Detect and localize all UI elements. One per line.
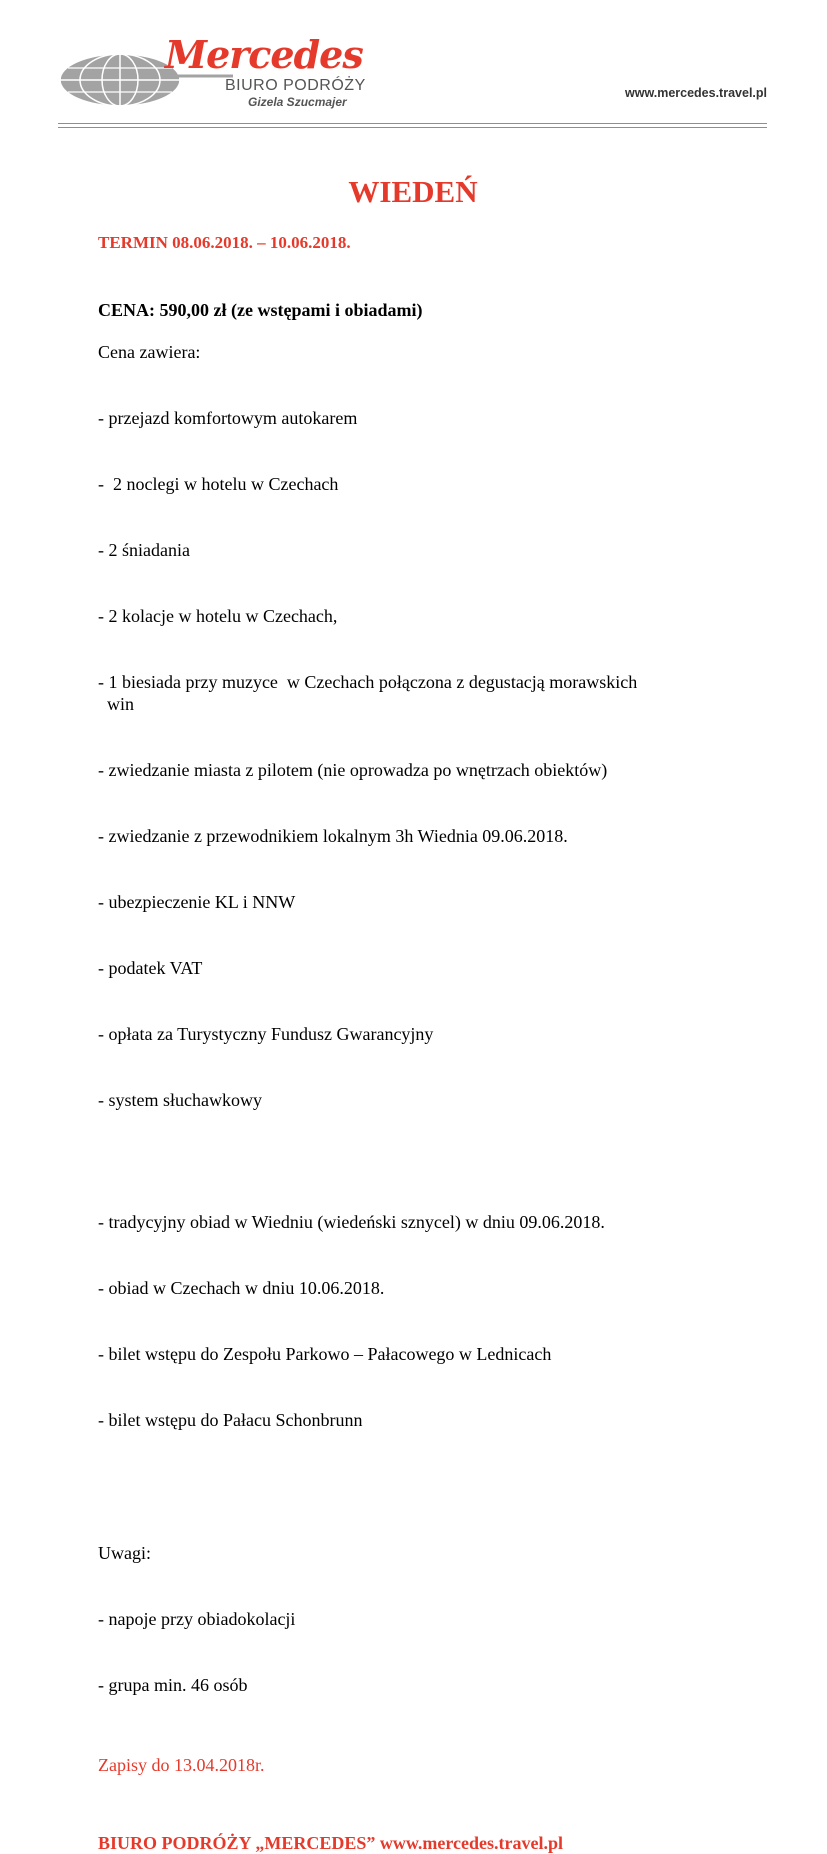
footer-agency-line: BIURO PODRÓŻY „MERCEDES” www.mercedes.travel.pl [98,1833,563,1853]
list-item: - zwiedzanie miasta z pilotem (nie oprowadza po wnętrzach obiektów) [98,760,608,780]
notes-list [98,1564,778,1740]
list-item: - tradycyjny obiad w Wiedniu (wiedeński sznycel) w dniu 09.06.2018. [98,1212,605,1232]
agency-label: BIURO PODRÓŻY [225,77,366,94]
includes-label: Cena zawiera: [98,342,201,362]
list-item: - zwiedzanie z przewodnikiem lokalnym 3h Wiednia 09.06.2018. [98,826,568,846]
list-item: - bilet wstępu do Zespołu Parkowo – Pałacowego w Lednicach [98,1344,552,1364]
registration-deadline: Zapisy do 13.04.2018r. [98,1755,265,1775]
mercedes-logo [58,32,398,122]
header-divider-secondary [58,127,767,128]
list-item: - ubezpieczenie KL i NNW [98,892,296,912]
list-item: - 2 noclegi w hotelu w Czechach [98,474,339,494]
page-title: WIEDEŃ [348,174,478,209]
list-item: - obiad w Czechach w dniu 10.06.2018. [98,1278,385,1298]
owner-name: Gizela Szucmajer [248,95,347,109]
list-item: - napoje przy obiadokolacji [98,1609,296,1629]
page-header [0,0,827,135]
trip-dates: TERMIN 08.06.2018. – 10.06.2018. [98,233,351,252]
price-line: CENA: 590,00 zł (ze wstępami i obiadami) [98,300,423,320]
document-body [98,172,778,1854]
list-item: - opłata za Turystyczny Fundusz Gwarancyjny [98,1024,434,1044]
list-item: - system słuchawkowy [98,1090,262,1110]
header-website-link[interactable]: www.mercedes.travel.pl [625,86,767,100]
brand-name: Mercedes [165,32,363,77]
list-item: - podatek VAT [98,958,203,978]
list-item: - 1 biesiada przy muzyce w Czechach połączona z degustacją morawskich win [98,672,638,714]
list-item: - bilet wstępu do Pałacu Schonbrunn [98,1410,363,1430]
list-item: - przejazd komfortowym autokarem [98,408,358,428]
extras-list [98,1167,778,1475]
notes-label: Uwagi: [98,1543,151,1563]
list-item: - 2 śniadania [98,540,190,560]
header-divider [58,123,767,124]
includes-list [98,363,778,1155]
list-item: - 2 kolacje w hotelu w Czechach, [98,606,338,626]
list-item: - grupa min. 46 osób [98,1675,248,1695]
